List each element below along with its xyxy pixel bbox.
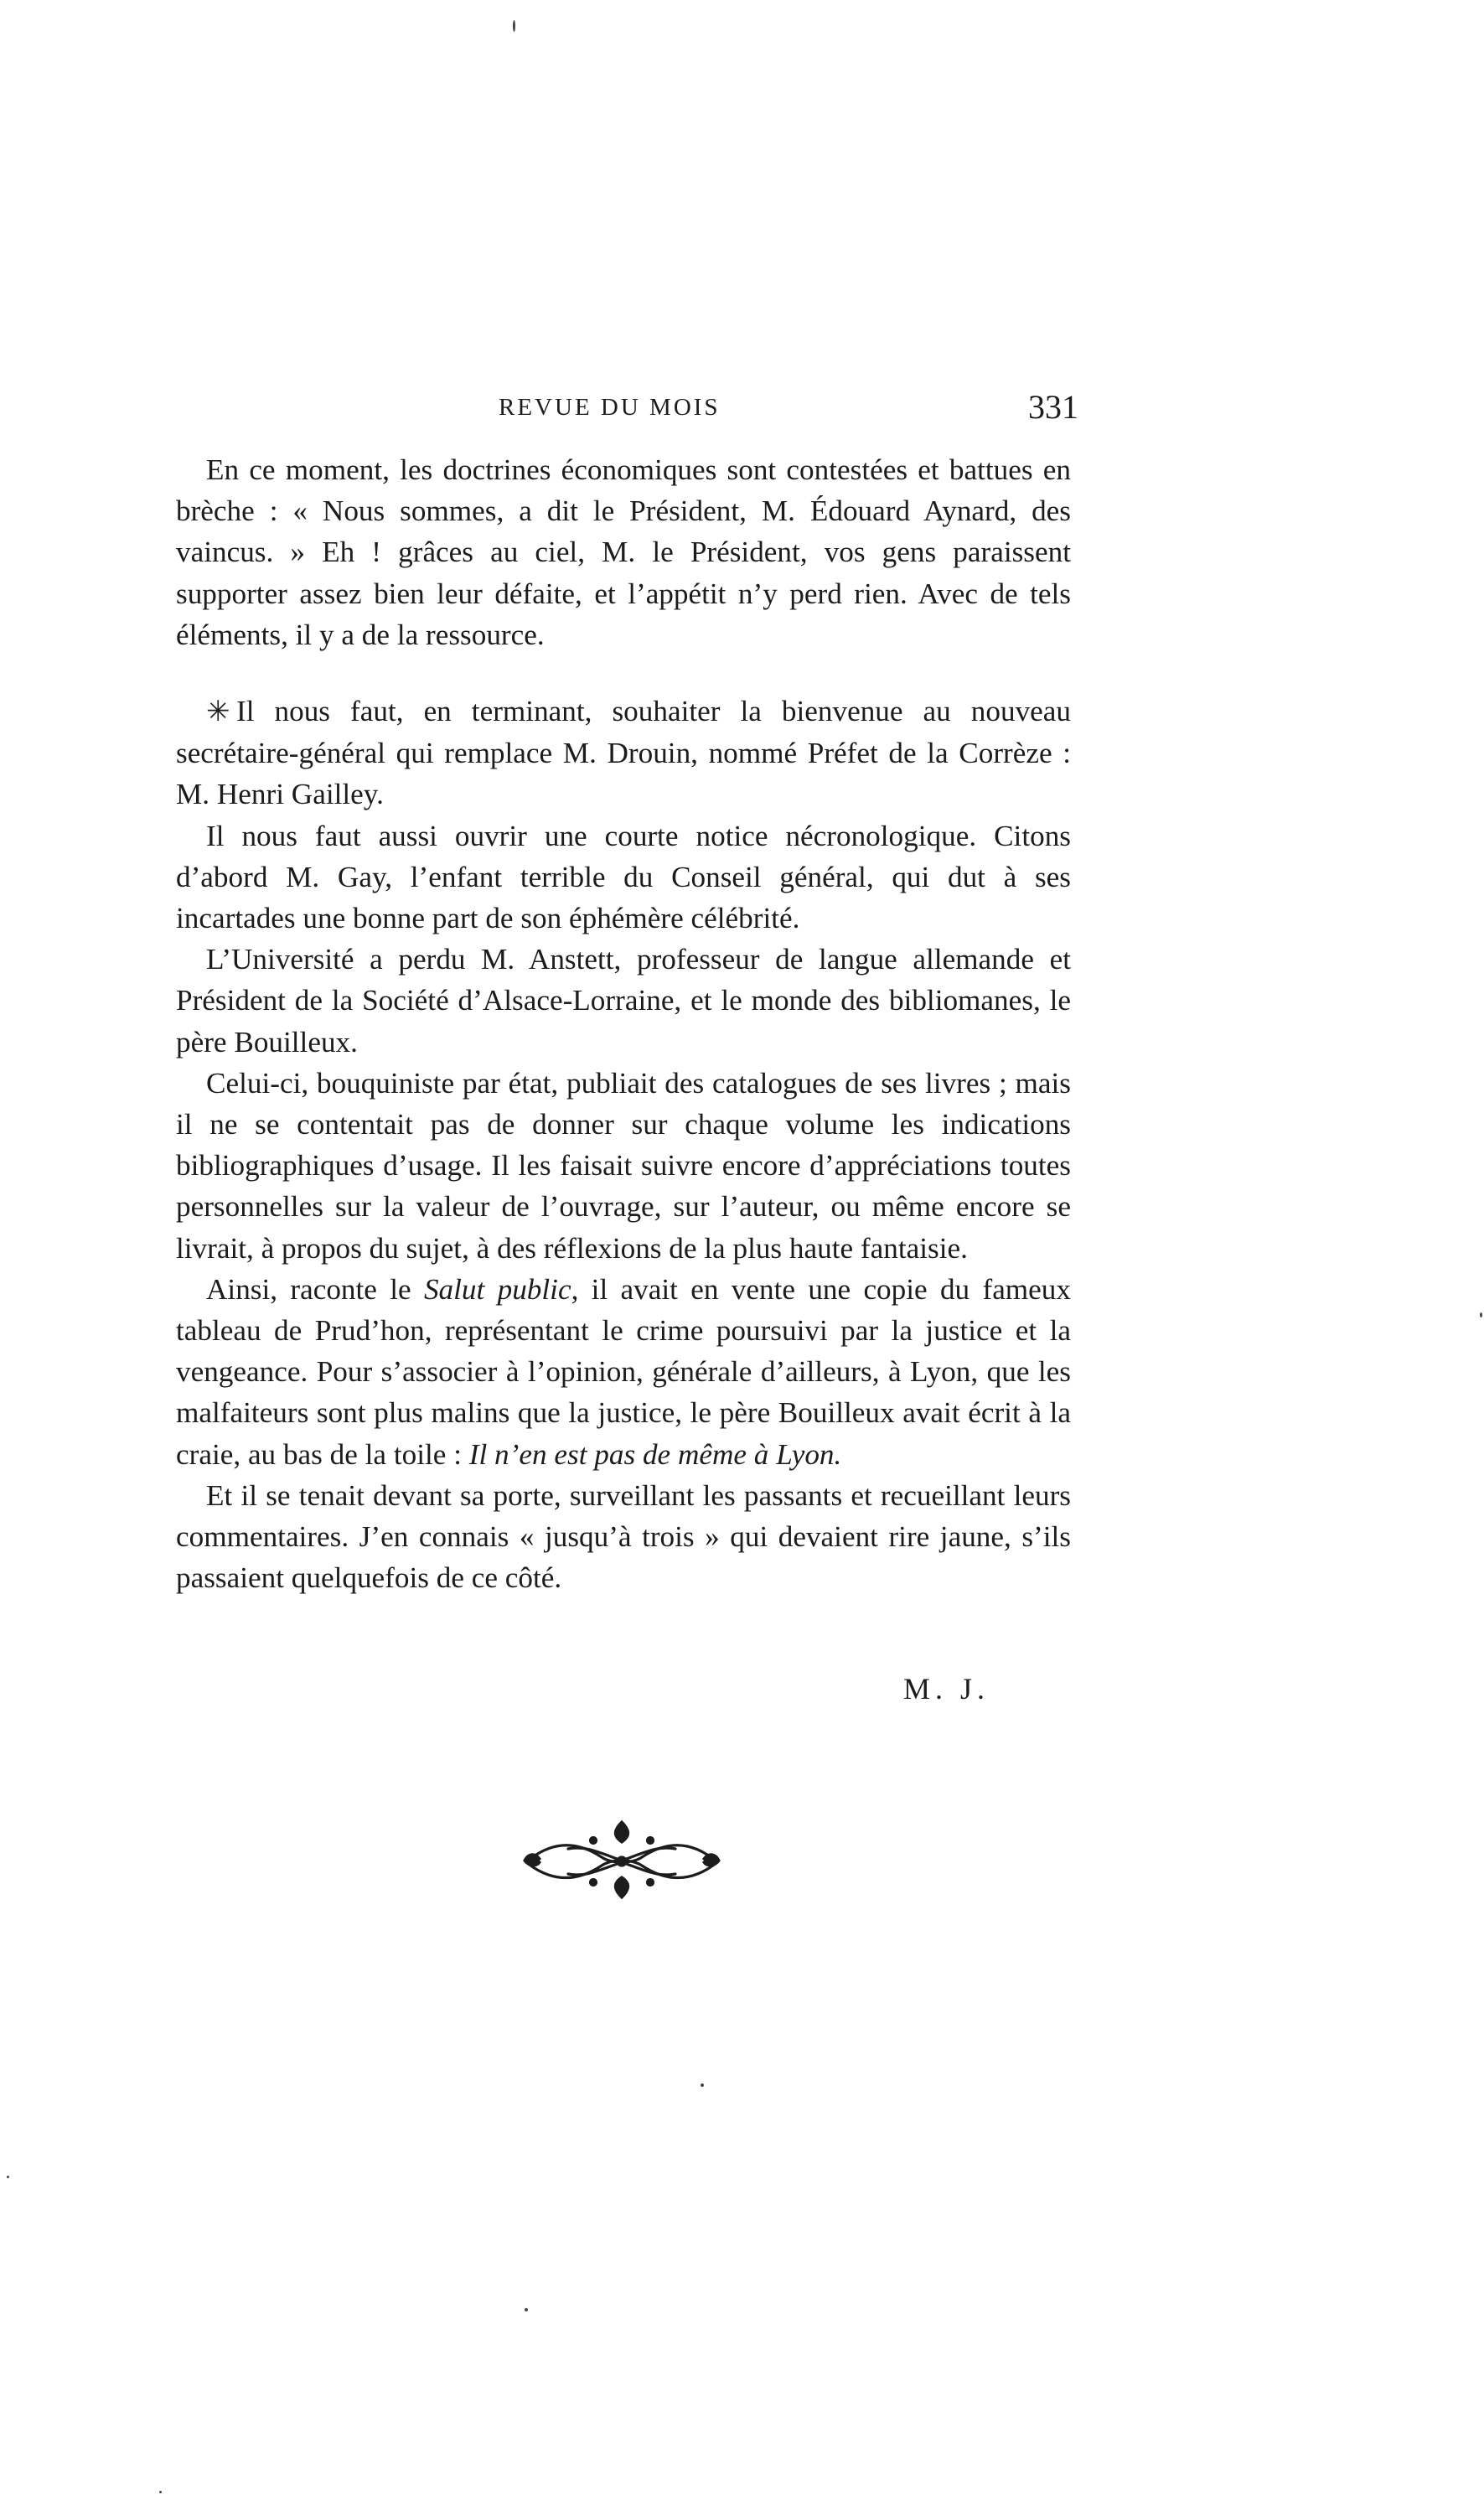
asterism-star-icon: ✳ xyxy=(206,696,230,728)
salut-text-part2: , il avait en vente une copie du fameux tableau de Prud’hon, représentant le crime poursuivi par la justice et la vengeance. Pour s’associer à l’opinion, générale d’ailleurs, à Lyon, que les malfaiteurs sont plus malins que la justice, le père Bouilleux avait écrit à la craie, au bas de la toile : xyxy=(176,1272,1071,1471)
scan-speck xyxy=(525,2308,528,2311)
paragraph-bookseller: Celui-ci, bouquiniste par état, publiait des catalogues de ses livres ; mais il ne se contentait pas de donner sur chaque volume les indications bibliographiques d’usage. Il les faisait suivre encore d’appréciations toutes personnelles sur la valeur de l’ouvrage, sur l’auteur, ou même encore se livrait, à propos du sujet, à des réflexions de la plus haute fantaisie. xyxy=(176,1066,1071,1265)
paragraph-obituary-intro: Il nous faut aussi ouvrir une courte notice nécronologique. Citons d’abord M. Gay, l’enfant terrible du Conseil général, qui dut à ses incartades une bonne part de son éphémère célébrité. xyxy=(176,819,1071,935)
article-body xyxy=(176,449,1071,1598)
salut-text-part1: Ainsi, raconte le xyxy=(206,1272,424,1306)
newspaper-title: Salut public xyxy=(423,1272,571,1306)
page-number: 331 xyxy=(1028,388,1078,426)
paragraph-closing: Et il se tenait devant sa porte, surveillant les passants et recueillant leurs commentaires. J’en connais « jusqu’à trois » qui devaient rire jaune, s’ils passaient quelquefois de ce côté. xyxy=(176,1478,1071,1595)
scan-speck xyxy=(513,20,515,32)
author-signature: M. J. xyxy=(903,1672,990,1705)
paragraph-salut-public xyxy=(176,1269,1071,1475)
paragraph-new-secretary-text: Il nous faut, en terminant, souhaiter la bienvenue au nouveau secrétaire-général qui remplace M. Drouin, nommé Préfet de la Corrèze : M. Henri Gailley. xyxy=(176,695,1071,811)
scan-speck xyxy=(7,2176,9,2178)
paragraph-university-loss: L’Université a perdu M. Anstett, professeur de langue allemande et Président de la Société d’Alsace-Lorraine, et le monde des bibliomanes, le père Bouilleux. xyxy=(176,943,1071,1058)
scan-speck xyxy=(1480,1312,1482,1317)
paragraph-new-secretary xyxy=(176,691,1071,815)
fleuron-ornament-icon xyxy=(518,1815,726,1904)
scan-speck xyxy=(701,2083,704,2087)
running-head xyxy=(176,387,1085,437)
running-title: REVUE DU MOIS xyxy=(499,394,721,421)
scan-speck xyxy=(159,2491,162,2493)
paragraph-economic-doctrines: En ce moment, les doctrines économiques sont contestées et battues en brèche : « Nous sommes, a dit le Président, M. Édouard Aynard, des vaincus. » Eh ! grâces au ciel, M. le Président, vos gens paraissent supporter assez bien leur défaite, et l’appétit n’y perd rien. Avec de tels éléments, il y a de la ressource. xyxy=(176,453,1071,651)
chalk-inscription: Il n’en est pas de même à Lyon. xyxy=(468,1437,842,1471)
